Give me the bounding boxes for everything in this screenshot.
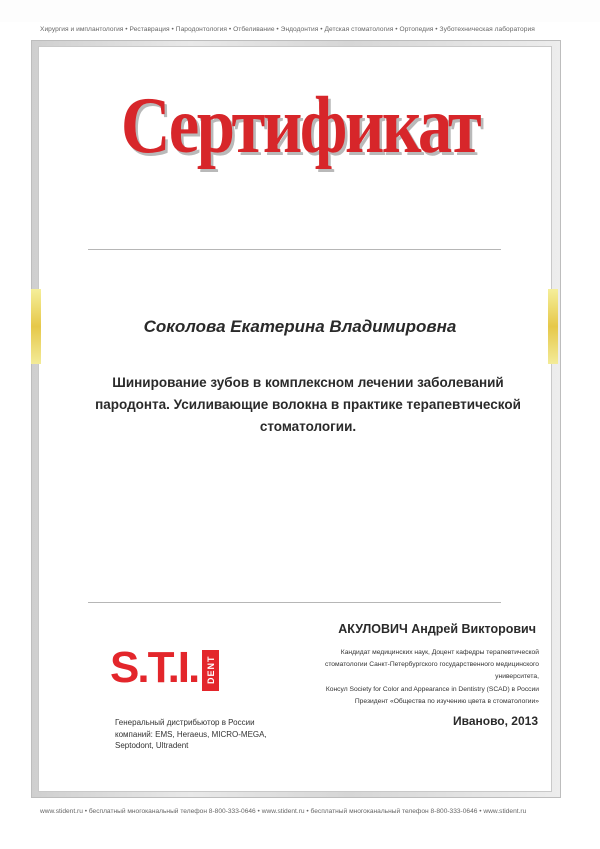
credential-line: Консул Society for Color and Appearance in Dentistry (SCAD) в России bbox=[325, 685, 539, 693]
sti-dent-logo bbox=[110, 643, 220, 695]
page-top-strip bbox=[0, 0, 600, 22]
specialties-line: Хирургия и имплантология • Реставрация • Пародонтология • Отбеливание • Эндодонтия • Детская стоматология • Ортопедия • Зуботехническая лаборатория bbox=[40, 26, 535, 33]
footer-contact-line: www.stident.ru • бесплатный многоканальный телефон 8-800-333-0646 • www.stident.ru • бесплатный многоканальный телефон 8-800-333-0646 • www.stident.ru bbox=[40, 808, 527, 815]
distributor-line: компаний: EMS, Heraeus, MICRO-MEGA, bbox=[115, 729, 267, 739]
credential-line: Кандидат медицинских наук, Доцент кафедры терапевтической bbox=[340, 649, 539, 656]
signer-name: АКУЛОВИЧ Андрей Викторович bbox=[338, 622, 536, 636]
place-and-date: Иваново, 2013 bbox=[452, 714, 538, 728]
signer-credentials bbox=[300, 647, 539, 708]
credential-line: Президент «Общества по изучению цвета в стоматологии» bbox=[354, 697, 539, 705]
course-line: стоматологии. bbox=[259, 419, 357, 434]
distributor-line: Septodont, Ultradent bbox=[115, 741, 189, 750]
divider-top bbox=[88, 249, 501, 250]
course-title bbox=[88, 372, 528, 438]
logo-sti-text: S.T.I. bbox=[110, 643, 199, 692]
certificate-title: Сертификат bbox=[120, 82, 480, 170]
distributor-line: Генеральный дистрибьютор в России bbox=[115, 718, 255, 727]
credential-line: стоматологии Санкт-Петербургского государственного медицинского университета, bbox=[324, 661, 539, 681]
course-line: Шинирование зубов в комплексном лечении заболеваний bbox=[112, 375, 504, 390]
logo-dent-text: DENT bbox=[206, 655, 216, 684]
recipient-name: Соколова Екатерина Владимировна bbox=[143, 317, 457, 336]
divider-bottom bbox=[88, 602, 501, 603]
logo-dent-tab bbox=[202, 650, 219, 691]
distributor-note bbox=[115, 717, 315, 752]
course-line: пародонта. Усиливающие волокна в практике терапевтической bbox=[95, 397, 521, 412]
